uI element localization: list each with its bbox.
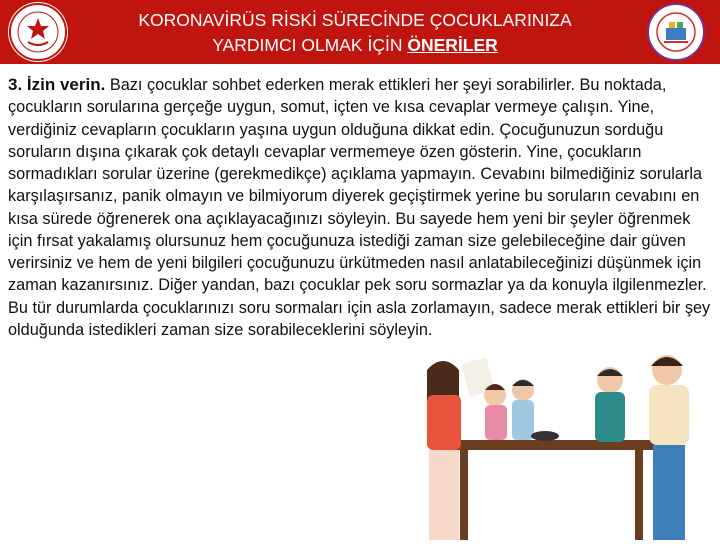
meb-logo-graphic [8, 2, 68, 62]
meb-logo [8, 2, 68, 62]
family-conversation-illustration [405, 340, 720, 540]
title-line-2 [80, 33, 630, 58]
page-title [80, 8, 630, 58]
title-line-2-prefix: YARDIMCI OLMAK İÇİN [212, 35, 408, 55]
samsun-ram-logo [638, 2, 714, 62]
header-banner [0, 0, 720, 64]
samsun-ram-logo-graphic [638, 2, 714, 62]
title-line-1: KORONAVİRÜS RİSKİ SÜRECİNDE ÇOCUKLARINIZA [138, 10, 572, 30]
title-emphasis: ÖNERİLER [407, 35, 498, 55]
content-paragraph [8, 74, 714, 341]
section-heading: 3. İzin verin. [8, 75, 106, 94]
section-body: Bazı çocuklar sohbet ederken merak ettikleri her şeyi sorabilirler. Bu noktada, çocukların sorularına gerçeğe uygun, somut, içten ve kısa cevaplar vermeye çalışın. Yine, verdiğiniz cevapların çocukların yaşına uygun olduğuna dikkat edin. Çocuğunuzun sorduğu soruların dışına çıkarak çok detaylı cevaplar vermemeye özen gösterin. Yine, çocukların sormadıkları sorular üzerine (gerekmedikçe) açıklama yapmayın. Cevabını bilmediğiniz sorularla karşılaşırsanız, panik olmayın ve bilmiyorum diyerek geçiştirmek yerine bu soruların cevabını en kısa sürede öğrenerek ona açıklayacağınızı söyleyin. Bu sayede hem yeni bir şeyler öğrenmek için fırsat yakalamış olursunuz hem çocuğunuza istediği zaman size gelebileceğine dair güven verirsiniz ve hem de yeni bilgileri çocuğunuzu ürkütmeden nasıl anlatabileceğinizi düşünmek için zaman kazanırsınız. Diğer yandan, bazı çocuklar pek soru sormazlar ya da konuyla ilgilenmezler. Bu tür durumlarda çocuklarınızı soru sormaları için asla zorlamayın, sadece merak ettikleri bir şey olduğunda istedikleri zaman size sorabileceklerini söyleyin. [8, 76, 711, 339]
